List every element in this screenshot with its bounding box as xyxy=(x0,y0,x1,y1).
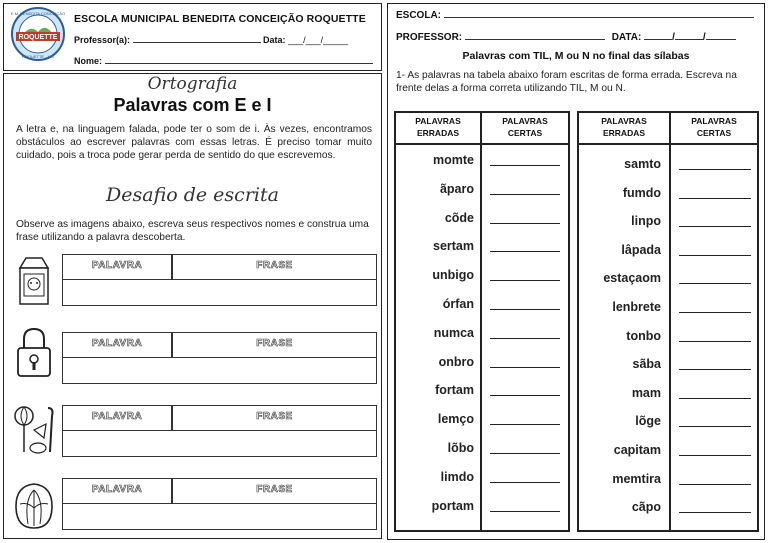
wrong-word: onbro xyxy=(438,354,474,369)
header-certas: PALAVRAS CERTAS xyxy=(502,116,548,138)
word-row xyxy=(579,157,757,185)
answer-line[interactable] xyxy=(490,511,560,512)
word-row xyxy=(579,386,757,414)
word-row xyxy=(579,357,757,385)
word-row xyxy=(396,383,568,411)
palavra-label: PALAVRA xyxy=(91,484,143,495)
answer-line[interactable] xyxy=(679,398,751,399)
word-row xyxy=(579,186,757,214)
wrong-word: capitam xyxy=(613,443,661,457)
answer-line[interactable] xyxy=(490,395,560,396)
padlock-icon xyxy=(12,326,56,378)
word-row xyxy=(396,297,568,325)
right-professor-label: PROFESSOR: xyxy=(396,32,463,43)
escola-label: ESCOLA: xyxy=(396,10,441,21)
word-row xyxy=(396,153,568,181)
answer-line[interactable] xyxy=(679,369,751,370)
word-row xyxy=(579,300,757,328)
wrong-word: ãparo xyxy=(439,181,474,196)
nome-field[interactable] xyxy=(74,54,373,66)
intro-paragraph: A letra e, na linguagem falada, pode ter o som de i. Às vezes, encontramos obstáculos ao escrever palavras com essas letras. É preciso tomar muito cuidado, pois a troca pode gerar perda de sentido do que escrevemos. xyxy=(16,124,372,161)
answer-line[interactable] xyxy=(679,312,751,313)
header-erradas: PALAVRAS ERRADAS xyxy=(601,116,647,138)
word-table-2 xyxy=(577,111,759,532)
word-row xyxy=(579,243,757,271)
wrong-word: cãpo xyxy=(631,500,661,515)
word-row xyxy=(396,470,568,498)
answer-line[interactable] xyxy=(490,424,560,425)
word-row xyxy=(396,239,568,267)
date-slashes: ___/___/_____ xyxy=(288,35,349,45)
answer-line[interactable] xyxy=(490,251,560,252)
wrong-word: limdo xyxy=(440,469,474,484)
word-row xyxy=(396,499,568,527)
worksheet-subtitle: Palavras com TIL, M ou N no final das sílabas xyxy=(462,50,690,62)
wrong-word: tonbo xyxy=(626,328,661,343)
answer-line[interactable] xyxy=(490,482,560,483)
wrong-word: numca xyxy=(433,325,474,340)
word-row xyxy=(579,329,757,357)
answer-line[interactable] xyxy=(490,453,560,454)
answer-line[interactable] xyxy=(490,309,560,310)
right-date-label: DATA: xyxy=(611,32,642,43)
school-logo xyxy=(8,6,68,64)
wrong-word: memtira xyxy=(612,471,661,486)
professor-field[interactable] xyxy=(74,33,348,45)
logo-text: ROQUETTE xyxy=(18,34,58,41)
word-row xyxy=(579,472,757,500)
exercise-table-1[interactable] xyxy=(62,254,377,306)
word-row xyxy=(396,326,568,354)
answer-line[interactable] xyxy=(679,484,751,485)
word-row xyxy=(579,414,757,442)
frase-label: FRASE xyxy=(256,338,293,349)
answer-line[interactable] xyxy=(679,341,751,342)
wrong-word: estaçaom xyxy=(603,271,661,286)
answer-line[interactable] xyxy=(679,169,751,170)
wrong-word: sertam xyxy=(433,239,474,254)
question-text: 1- As palavras na tabela abaixo foram escritas de forma errada. Escreva na frente delas a forma correta utilizando TIL, M ou N. xyxy=(396,70,737,94)
exercise-table-3[interactable] xyxy=(62,405,377,457)
answer-line[interactable] xyxy=(679,455,751,456)
logo-top-text: E.M. BENEDITA CONCEIÇÃO xyxy=(10,11,66,16)
wrong-word: lõge xyxy=(635,414,661,429)
milk-carton-icon xyxy=(12,254,56,306)
word-table-1 xyxy=(394,111,570,532)
frase-label: FRASE xyxy=(256,484,293,495)
wrong-word: momte xyxy=(433,153,474,167)
instruction-text: Observe as imagens abaixo, escreva seus respectivos nomes e construa uma frase utilizando a palavra descoberta. xyxy=(16,219,369,243)
date-label: Data: xyxy=(263,35,286,45)
word-row xyxy=(579,443,757,471)
frase-label: FRASE xyxy=(256,260,293,271)
frase-label: FRASE xyxy=(256,411,293,422)
word-row xyxy=(396,211,568,239)
challenge-title: Desafio de escrita xyxy=(106,184,279,206)
word-row xyxy=(396,441,568,469)
wrong-word: cõde xyxy=(444,210,474,225)
answer-line[interactable] xyxy=(490,165,560,166)
exercise-table-4[interactable] xyxy=(62,478,377,530)
word-row xyxy=(579,500,757,528)
right-professor-field[interactable]: PROFESSOR: DATA: / / xyxy=(396,30,736,43)
answer-line[interactable] xyxy=(679,226,751,227)
answer-line[interactable] xyxy=(490,367,560,368)
word-row xyxy=(579,271,757,299)
wrong-word: mam xyxy=(631,385,661,400)
answer-line[interactable] xyxy=(490,194,560,195)
lettuce-icon xyxy=(12,480,56,532)
answer-line[interactable] xyxy=(679,283,751,284)
word-row xyxy=(396,268,568,296)
wrong-word: lenbrete xyxy=(612,300,661,314)
nome-label: Nome: xyxy=(74,56,103,66)
wrong-word: linpo xyxy=(631,214,661,229)
palavra-label: PALAVRA xyxy=(91,411,143,422)
school-name: ESCOLA MUNICIPAL BENEDITA CONCEIÇÃO ROQUETTE xyxy=(74,13,366,25)
wrong-word: lâpada xyxy=(621,242,661,257)
header-certas: PALAVRAS CERTAS xyxy=(691,116,737,138)
palavra-label: PALAVRA xyxy=(91,260,143,271)
answer-line[interactable] xyxy=(490,280,560,281)
word-row xyxy=(579,214,757,242)
logo-bottom-text: ROQUETTE - MG xyxy=(21,54,55,59)
answer-line[interactable] xyxy=(679,255,751,256)
wrong-word: lemço xyxy=(437,412,474,427)
answer-line[interactable] xyxy=(679,512,751,513)
wrong-word: órfan xyxy=(442,297,474,311)
word-row xyxy=(396,412,568,440)
answer-line[interactable] xyxy=(679,198,751,199)
word-row xyxy=(396,182,568,210)
candies-icon xyxy=(12,404,56,456)
page-title: Palavras com E e I xyxy=(113,95,272,115)
escola-field[interactable] xyxy=(396,8,754,21)
answer-line[interactable] xyxy=(679,426,751,427)
exercise-table-2[interactable] xyxy=(62,332,377,384)
word-row xyxy=(396,355,568,383)
wrong-word: unbigo xyxy=(432,268,474,283)
section-script-title: Ortografia xyxy=(147,74,238,94)
wrong-word: lõbo xyxy=(447,441,474,455)
wrong-word: fumdo xyxy=(622,185,661,200)
professor-label: Professor(a): xyxy=(74,35,131,45)
palavra-label: PALAVRA xyxy=(91,338,143,349)
wrong-word: portam xyxy=(431,498,474,513)
answer-line[interactable] xyxy=(490,338,560,339)
answer-line[interactable] xyxy=(490,223,560,224)
wrong-word: sãba xyxy=(632,357,661,372)
wrong-word: samto xyxy=(624,157,661,171)
header-erradas: PALAVRAS ERRADAS xyxy=(415,116,461,138)
wrong-word: fortam xyxy=(435,383,474,398)
